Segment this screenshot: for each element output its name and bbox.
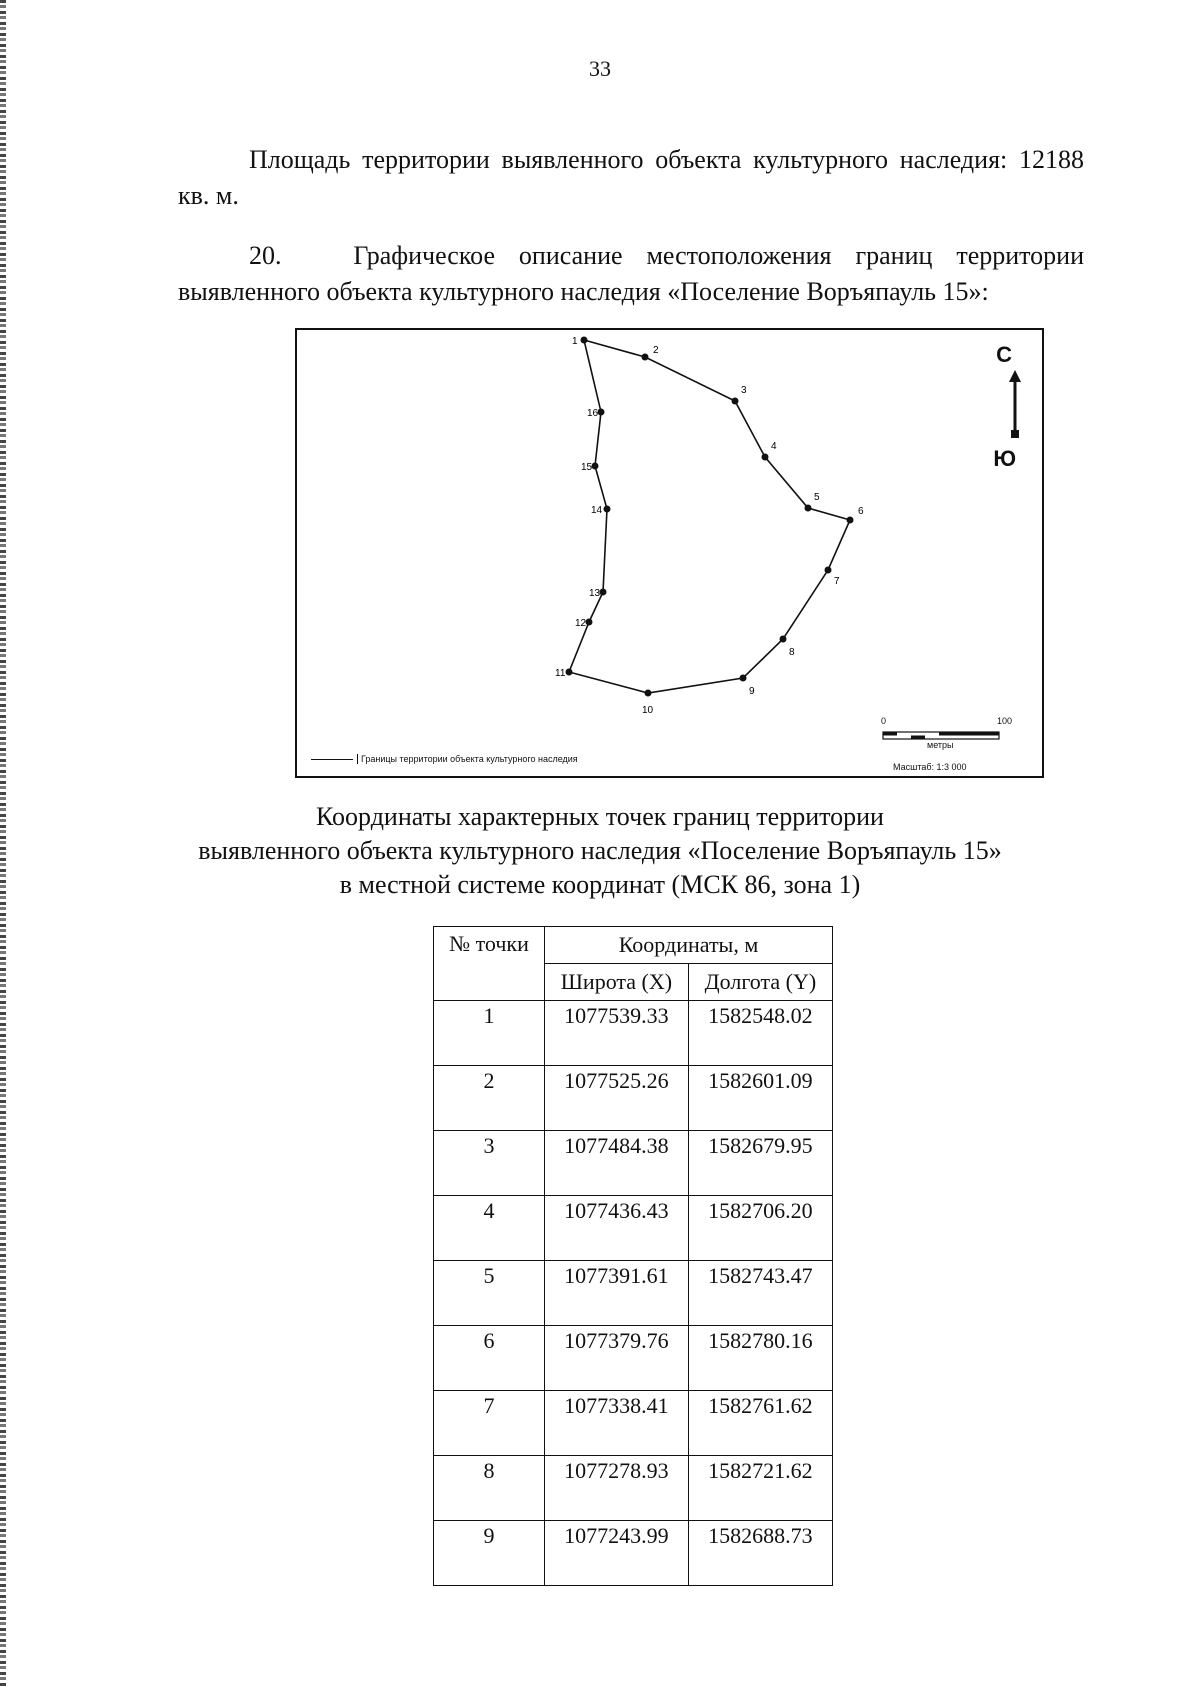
cell-point-number: 9 (434, 1521, 545, 1586)
cell-latitude-x: 1077338.41 (545, 1391, 689, 1456)
cell-latitude-x: 1077436.43 (545, 1196, 689, 1261)
cell-longitude-y: 1582548.02 (688, 1001, 832, 1066)
boundary-point-label: 10 (642, 705, 654, 716)
boundary-point-label: 14 (591, 505, 603, 516)
cell-point-number: 1 (434, 1001, 545, 1066)
cell-point-number: 2 (434, 1066, 545, 1131)
caption-line-2: выявленного объекта культурного наследия «Поселение Воръяпауль 15» (198, 836, 1002, 865)
cell-point-number: 8 (434, 1456, 545, 1521)
section-text: Графическое описание местоположения границ территории выявленного объекта культурного наследия «Поселение Воръяпауль 15»: (178, 241, 1085, 306)
header-point-number: № точки (434, 927, 545, 1001)
cell-longitude-y: 1582601.09 (688, 1066, 832, 1131)
header-coordinates: Координаты, м (545, 927, 833, 964)
boundary-point-marker (847, 517, 854, 524)
table-row (434, 1196, 833, 1261)
cell-latitude-x: 1077484.38 (545, 1131, 689, 1196)
cell-point-number: 7 (434, 1391, 545, 1456)
cell-point-number: 3 (434, 1131, 545, 1196)
north-arrow-head (1009, 370, 1021, 382)
cell-latitude-x: 1077539.33 (545, 1001, 689, 1066)
scale-ratio-label: Масштаб: 1:3 000 (893, 762, 967, 772)
section-number: 20. (249, 241, 282, 270)
cell-longitude-y: 1582721.62 (688, 1456, 832, 1521)
cell-longitude-y: 1582780.16 (688, 1326, 832, 1391)
boundary-point-label: 7 (834, 576, 840, 587)
boundary-point-marker (732, 398, 739, 405)
boundary-point-marker (740, 675, 747, 682)
cell-longitude-y: 1582706.20 (688, 1196, 832, 1261)
area-paragraph (178, 142, 1084, 214)
north-arrow-tail (1011, 430, 1019, 438)
boundary-point-label: 12 (575, 618, 587, 629)
page-number: 33 (589, 56, 611, 81)
boundary-point-label: 6 (858, 506, 864, 517)
north-label: С (996, 342, 1012, 367)
legend-line-sample (311, 759, 353, 760)
table-row (434, 1456, 833, 1521)
cell-point-number: 6 (434, 1326, 545, 1391)
table-row (434, 1391, 833, 1456)
boundary-point-marker (642, 354, 649, 361)
boundary-map-drawing (297, 330, 1042, 776)
boundary-point-marker (586, 619, 593, 626)
legend-text: Границы территории объекта культурного наследия (357, 754, 578, 764)
cell-point-number: 5 (434, 1261, 545, 1326)
boundary-point-label: 4 (771, 441, 777, 452)
table-row (434, 1066, 833, 1131)
cell-latitude-x: 1077379.76 (545, 1326, 689, 1391)
cell-latitude-x: 1077278.93 (545, 1456, 689, 1521)
scale-bar-segment (911, 736, 925, 740)
cell-longitude-y: 1582743.47 (688, 1261, 832, 1326)
boundary-point-marker (645, 690, 652, 697)
caption-line-3: в местной системе координат (МСК 86, зона 1) (339, 870, 861, 899)
area-text: Площадь территории выявленного объекта культурного наследия: 12188 кв. м. (178, 145, 1084, 210)
boundary-point-marker (825, 567, 832, 574)
coordinates-table-body (434, 1001, 833, 1586)
boundary-point-label: 5 (814, 492, 820, 503)
boundary-point-marker (780, 636, 787, 643)
section-paragraph (178, 238, 1084, 310)
table-row (434, 1001, 833, 1066)
boundary-point-label: 3 (741, 385, 747, 396)
boundary-point-marker (762, 454, 769, 461)
boundary-point-label: 11 (555, 668, 566, 679)
table-row (434, 1261, 833, 1326)
scale-bar-segment (883, 732, 897, 736)
boundary-point-marker (581, 337, 588, 344)
table-row (434, 1521, 833, 1586)
boundary-point-marker (592, 463, 599, 470)
table-row (434, 1131, 833, 1196)
boundary-point-label: 13 (589, 588, 601, 599)
cell-latitude-x: 1077525.26 (545, 1066, 689, 1131)
boundary-map (295, 328, 1044, 778)
header-latitude-x: Широта (X) (545, 964, 689, 1001)
boundary-point-marker (604, 506, 611, 513)
table-caption (0, 800, 1200, 902)
cell-longitude-y: 1582688.73 (688, 1521, 832, 1586)
scale-min-label: 0 (881, 716, 887, 726)
header-longitude-y: Долгота (Y) (688, 964, 832, 1001)
caption-line-1: Координаты характерных точек границ территории (316, 802, 884, 831)
boundary-point-marker (600, 589, 607, 596)
boundary-point-marker (566, 669, 573, 676)
boundary-point-label: 15 (581, 462, 593, 473)
scale-bar-segment (939, 732, 999, 736)
boundary-polygon (569, 340, 850, 693)
cell-latitude-x: 1077391.61 (545, 1261, 689, 1326)
scale-max-label: 100 (997, 716, 1013, 726)
scale-unit-label: метры (927, 740, 954, 750)
cell-point-number: 4 (434, 1196, 545, 1261)
cell-longitude-y: 1582679.95 (688, 1131, 832, 1196)
boundary-point-label: 1 (572, 336, 578, 347)
boundary-point-marker (805, 505, 812, 512)
boundary-point-marker (598, 409, 605, 416)
south-label: Ю (993, 446, 1016, 471)
table-row (434, 1326, 833, 1391)
boundary-point-label: 2 (653, 345, 659, 356)
boundary-point-label: 16 (587, 408, 599, 419)
cell-latitude-x: 1077243.99 (545, 1521, 689, 1586)
boundary-point-label: 9 (749, 686, 755, 697)
cell-longitude-y: 1582761.62 (688, 1391, 832, 1456)
boundary-point-label: 8 (789, 647, 795, 658)
coordinates-table (433, 926, 833, 1586)
